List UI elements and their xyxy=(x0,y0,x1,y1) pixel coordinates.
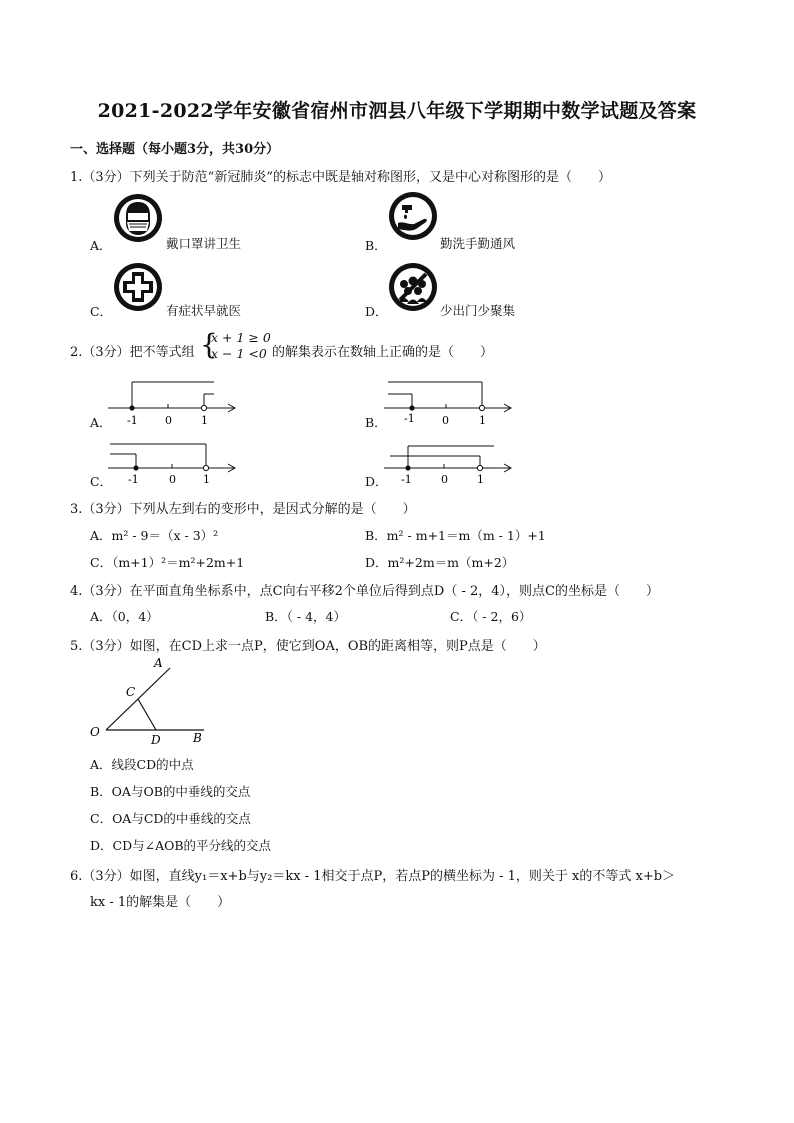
q1-option-d-letter: D． xyxy=(365,304,388,319)
inequality-system xyxy=(211,330,271,362)
q1-option-d-caption: 少出门少聚集 xyxy=(440,303,516,318)
point-label-o: O xyxy=(90,725,100,739)
number-line-b xyxy=(384,372,516,432)
tick-label: -1 xyxy=(127,414,138,427)
angle-figure xyxy=(84,654,214,748)
question-2-stem-end: 的解集表示在数轴上正确的是（ ） xyxy=(272,345,494,360)
q2-option-b-letter: B． xyxy=(365,415,387,430)
question-6-stem-line2: kx - 1的解集是（ ） xyxy=(90,895,231,910)
number-line-d xyxy=(384,434,516,494)
tick-label: -1 xyxy=(404,412,415,425)
q1-option-a-caption: 戴口罩讲卫生 xyxy=(166,236,242,251)
q4-option-c: C．（ - 2，6） xyxy=(450,609,532,624)
q5-option-d: D．CD与∠AOB的平分线的交点 xyxy=(90,838,272,853)
number-line-c xyxy=(108,434,240,494)
q5-option-b: B．OA与OB的中垂线的交点 xyxy=(90,784,251,799)
point-label-d: D xyxy=(151,733,161,747)
no-crowd-icon xyxy=(388,262,438,312)
system-brace: { xyxy=(200,328,218,361)
q3-option-b: B．m² - m+1＝m（m - 1）+1 xyxy=(365,528,546,543)
q3-option-d: D．m²+2m＝m（m+2） xyxy=(365,555,515,570)
q1-option-c-caption: 有症状早就医 xyxy=(166,303,242,318)
question-3-stem: 3.（3分）下列从左到右的变形中，是因式分解的是（ ） xyxy=(70,502,416,517)
medical-cross-icon xyxy=(113,262,163,312)
question-1-stem: 1.（3分）下列关于防范“新冠肺炎”的标志中既是轴对称图形，又是中心对称图形的是（ ） xyxy=(70,170,611,185)
tick-label: 0 xyxy=(169,473,176,486)
q2-option-c-letter: C． xyxy=(90,474,113,489)
section-heading: 一、选择题（每小题3分，共30分） xyxy=(70,142,280,157)
q5-option-c: C．OA与CD的中垂线的交点 xyxy=(90,811,251,826)
question-5-stem: 5.（3分）如图，在CD上求一点P，使它到OA，OB的距离相等，则P点是（ ） xyxy=(70,639,546,654)
masked-face-icon xyxy=(113,193,163,243)
point-label-c: C xyxy=(126,685,136,699)
tick-label: 1 xyxy=(479,414,486,427)
inequality-2: x − 1 <0 xyxy=(211,346,267,361)
tick-label: 1 xyxy=(201,414,208,427)
q4-option-a: A．（0，4） xyxy=(90,609,159,624)
hand-washing-icon xyxy=(388,191,438,241)
q3-option-c: C．（m+1）²＝m²+2m+1 xyxy=(90,555,245,570)
q1-option-a-letter: A． xyxy=(90,238,112,253)
tick-label: 1 xyxy=(203,473,210,486)
tick-label: -1 xyxy=(401,473,412,486)
tick-label: 0 xyxy=(441,473,448,486)
q5-option-a: A．线段CD的中点 xyxy=(90,757,194,772)
tick-label: -1 xyxy=(128,473,139,486)
point-label-b: B xyxy=(193,731,202,745)
question-2-stem-start: 2.（3分）把不等式组 xyxy=(70,345,195,360)
question-4-stem: 4.（3分）在平面直角坐标系中，点C向右平移2个单位后得到点D（ - 2，4），则点C的坐标是（ ） xyxy=(70,584,659,599)
q4-option-b: B．（ - 4，4） xyxy=(265,609,347,624)
q2-option-a-letter: A． xyxy=(90,415,112,430)
q3-option-a: A．m² - 9＝（x - 3）² xyxy=(90,528,219,543)
q1-option-c-letter: C． xyxy=(90,304,113,319)
inequality-1: x + 1 ≥ 0 xyxy=(211,330,271,345)
q1-option-b-letter: B． xyxy=(365,238,387,253)
tick-label: 1 xyxy=(477,473,484,486)
q2-option-d-letter: D． xyxy=(365,474,388,489)
q1-option-b-caption: 勤洗手勤通风 xyxy=(440,236,516,251)
point-label-a: A xyxy=(154,656,163,670)
number-line-a xyxy=(108,372,240,432)
tick-label: 0 xyxy=(442,414,449,427)
question-6-stem-line1: 6.（3分）如图，直线y₁＝x+b与y₂＝kx - 1相交于点P，若点P的横坐标为 - 1，则关于 x的不等式 x+b＞ xyxy=(70,869,676,884)
page-title: 2021-2022学年安徽省宿州市泗县八年级下学期期中数学试题及答案 xyxy=(97,100,697,122)
tick-label: 0 xyxy=(165,414,172,427)
